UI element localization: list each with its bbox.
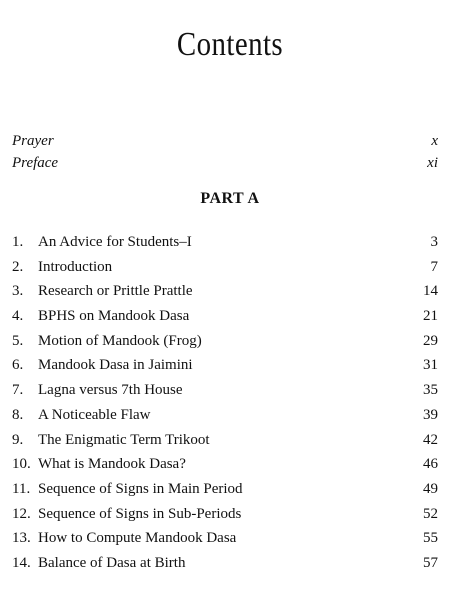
toc-entry	[12, 502, 438, 527]
toc-entry-number: 2.	[12, 258, 24, 275]
toc-entry-title: Lagna versus 7th House	[38, 382, 183, 399]
toc-entry-number: 8.	[12, 406, 24, 423]
toc-entry	[12, 452, 438, 477]
toc-entry-title: BPHS on Mandook Dasa	[38, 308, 190, 325]
toc-entry-title: Research or Prittle Prattle	[38, 283, 193, 300]
front-matter-page: x	[431, 133, 438, 149]
toc-entry-title: The Enigmatic Term Trikoot	[38, 431, 210, 448]
toc-entry-title: A Noticeable Flaw	[38, 406, 151, 423]
toc-entry-page: 39	[423, 406, 438, 423]
toc-entry-number: 1.	[12, 234, 24, 250]
toc-entry-page: 7	[430, 258, 438, 275]
front-matter-page: xi	[427, 155, 438, 171]
toc-entry-page: 42	[423, 431, 438, 448]
toc-entry	[12, 428, 438, 453]
toc-entry	[12, 255, 438, 280]
toc-list	[12, 230, 438, 576]
toc-entry-number: 5.	[12, 332, 24, 349]
toc-entry-page: 14	[423, 283, 438, 300]
toc-entry-title: An Advice for Students–I	[38, 234, 192, 250]
toc-entry-number: 4.	[12, 308, 24, 325]
toc-entry-number: 14.	[12, 554, 31, 571]
toc-entry	[12, 304, 438, 329]
toc-entry-title: Sequence of Signs in Main Period	[38, 480, 243, 497]
toc-entry-title: Introduction	[38, 258, 113, 275]
toc-entry-title: Motion of Mandook (Frog)	[38, 332, 202, 349]
toc-entry	[12, 353, 438, 378]
toc-entry-number: 3.	[12, 283, 24, 300]
toc-entry-page: 3	[430, 234, 438, 250]
toc-entry-page: 35	[423, 382, 438, 399]
toc-entry-page: 49	[423, 480, 438, 497]
front-matter-list	[12, 130, 438, 174]
toc-entry-page: 55	[423, 530, 438, 547]
toc-entry	[12, 477, 438, 502]
toc-entry-page: 57	[423, 554, 438, 571]
toc-entry	[12, 279, 438, 304]
toc-entry-number: 9.	[12, 431, 24, 448]
toc-entry-number: 12.	[12, 505, 31, 522]
toc-entry-page: 52	[423, 505, 438, 522]
front-matter-label: Preface	[12, 155, 59, 171]
toc-entry-number: 10.	[12, 456, 31, 473]
toc-entry	[12, 329, 438, 354]
front-matter-item-prayer	[12, 130, 438, 152]
toc-entry-title: What is Mandook Dasa?	[38, 456, 186, 473]
front-matter-label: Prayer	[12, 133, 54, 149]
toc-entry-number: 7.	[12, 382, 24, 399]
toc-entry	[12, 551, 438, 576]
part-heading: PART A	[200, 190, 260, 207]
toc-entry	[12, 230, 438, 255]
toc-entry-number: 11.	[12, 480, 31, 497]
toc-entry-title: Mandook Dasa in Jaimini	[38, 357, 193, 374]
toc-entry-page: 31	[423, 357, 438, 374]
toc-entry-title: How to Compute Mandook Dasa	[38, 530, 237, 547]
toc-entry-page: 29	[423, 332, 438, 349]
toc-entry-number: 6.	[12, 357, 24, 374]
toc-entry	[12, 403, 438, 428]
front-matter-item-preface	[12, 152, 438, 174]
toc-entry-page: 21	[423, 308, 438, 325]
toc-entry-page: 46	[423, 456, 438, 473]
toc-entry	[12, 526, 438, 551]
page-title: Contents	[176, 26, 284, 63]
toc-entry	[12, 378, 438, 403]
toc-entry-title: Sequence of Signs in Sub-Periods	[38, 505, 242, 522]
toc-entry-number: 13.	[12, 530, 31, 547]
toc-entry-title: Balance of Dasa at Birth	[38, 554, 186, 571]
